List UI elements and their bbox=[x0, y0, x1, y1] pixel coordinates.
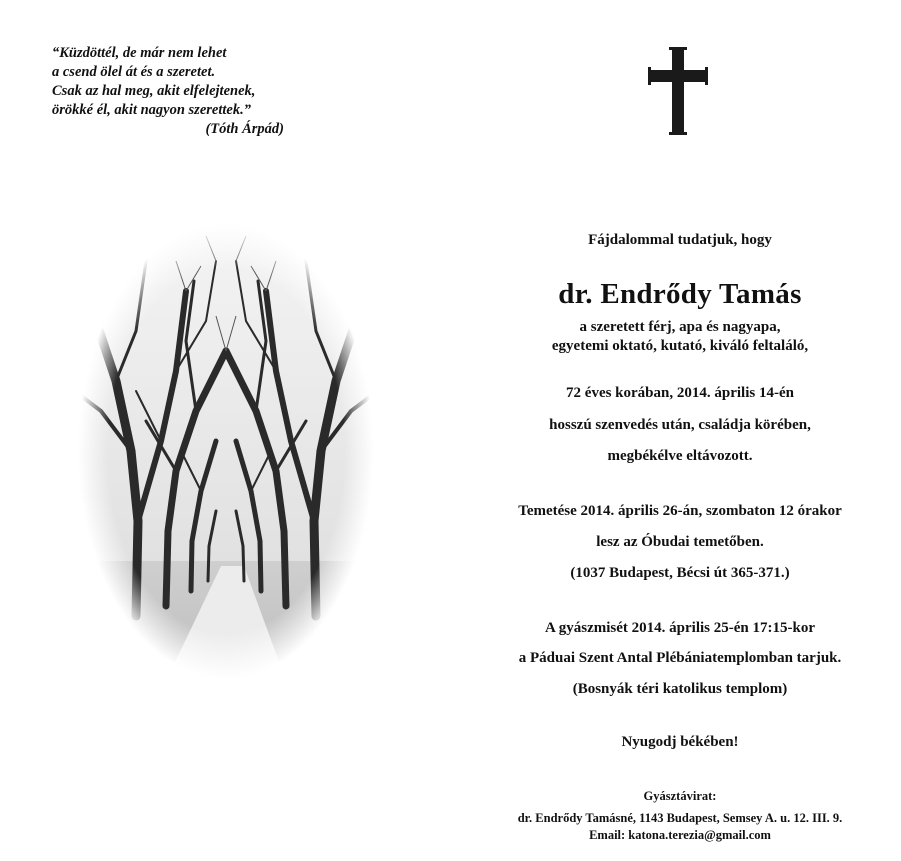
memorial-quote bbox=[52, 44, 292, 139]
quote-line: a csend ölel át és a szeretet. bbox=[52, 64, 216, 80]
mass-church: (Bosnyák téri katolikus templom) bbox=[572, 681, 788, 697]
farewell-text: Nyugodj békében! bbox=[621, 734, 739, 750]
funeral-address: (1037 Budapest, Bécsi út 365-371.) bbox=[570, 565, 790, 581]
quote-line: Csak az hal meg, akit elfelejtenek, bbox=[52, 83, 256, 99]
cross-icon bbox=[648, 47, 708, 135]
death-line: hosszú szenvedés után, családja körében, bbox=[549, 417, 811, 433]
funeral-line: lesz az Óbudai temetőben. bbox=[596, 534, 764, 550]
notice-intro: Fájdalommal tudatjuk, hogy bbox=[588, 232, 772, 248]
condolence-email: Email: katona.terezia@gmail.com bbox=[589, 828, 771, 842]
quote-line: “Küzdöttél, de már nem lehet bbox=[52, 45, 227, 61]
role-line: a szeretett férj, apa és nagyapa, bbox=[579, 319, 781, 335]
condolence-address: dr. Endrődy Tamásné, 1143 Budapest, Semsey A. u. 12. III. 9. bbox=[517, 811, 843, 825]
condolence-heading: Gyásztávirat: bbox=[643, 789, 717, 803]
death-line: 72 éves korában, 2014. április 14-én bbox=[566, 385, 794, 401]
funeral-line: Temetése 2014. április 26-án, szombaton 12 órakor bbox=[518, 503, 842, 519]
mass-line: A gyászmisét 2014. április 25-én 17:15-kor bbox=[545, 620, 815, 636]
quote-line: örökké él, akit nagyon szerettek.” bbox=[52, 102, 251, 118]
quote-author: (Tóth Árpád) bbox=[205, 121, 284, 137]
tree-avenue-photo bbox=[76, 221, 376, 681]
death-line: megbékélve eltávozott. bbox=[607, 448, 753, 464]
role-line: egyetemi oktató, kutató, kiváló feltaláló, bbox=[551, 338, 809, 354]
mass-line: a Páduai Szent Antal Plébániatemplomban tarjuk. bbox=[518, 650, 842, 666]
deceased-name: dr. Endrődy Tamás bbox=[558, 278, 802, 310]
